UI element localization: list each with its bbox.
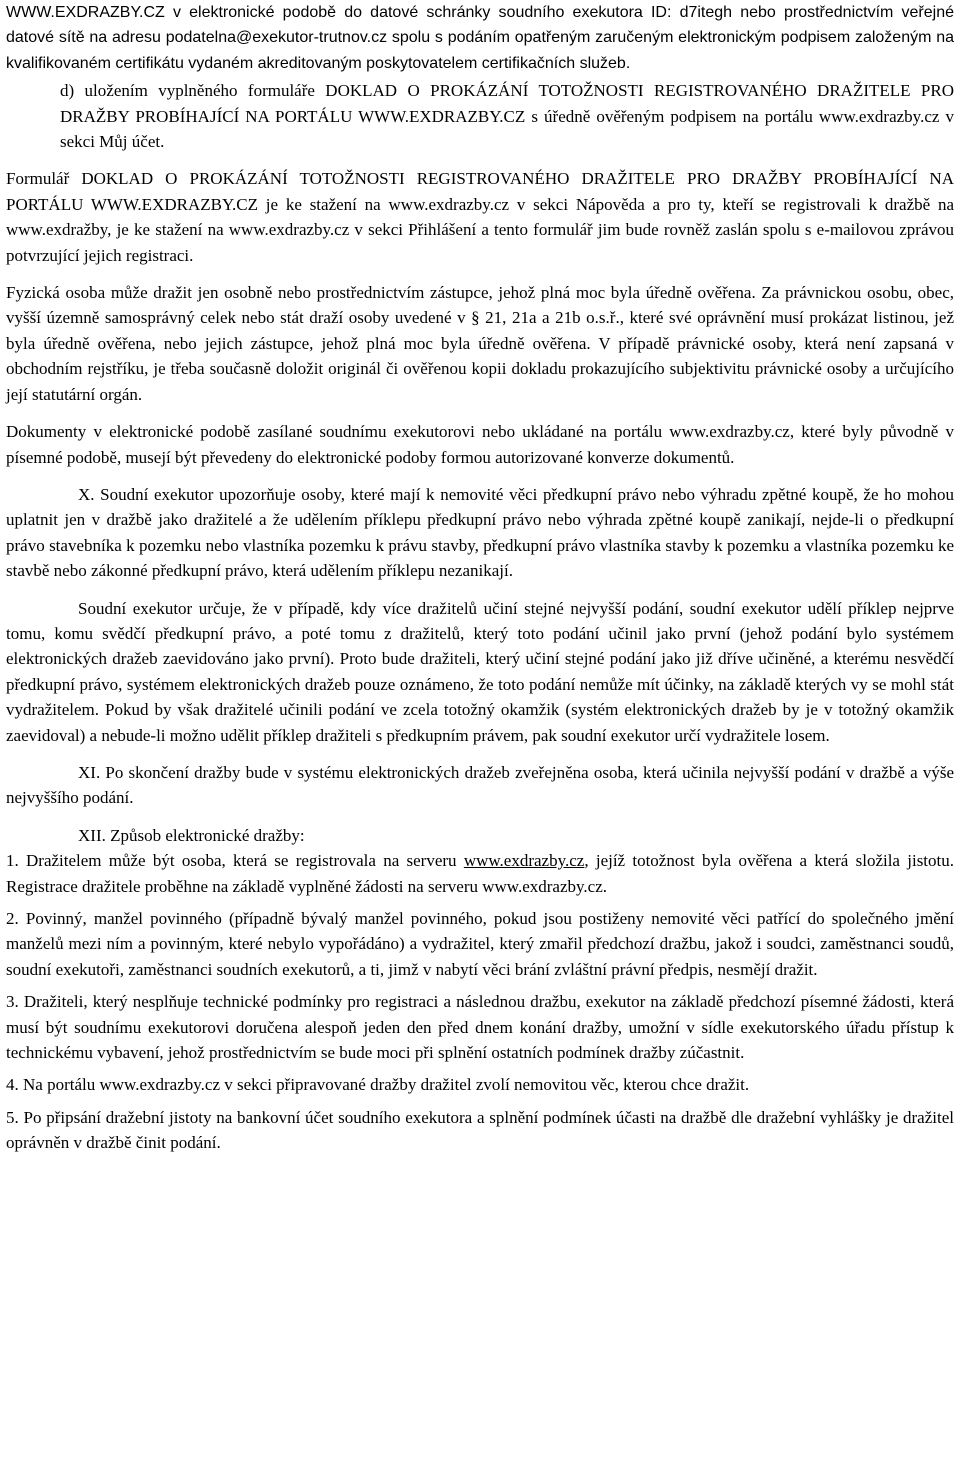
list-item-1-text-start: 1. Dražitelem může být osoba, která se registrovala na serveru [6,851,464,871]
exdrazby-link[interactable]: www.exdrazby.cz [463,851,585,871]
fyzicka-osoba-paragraph: Fyzická osoba může dražit jen osobně nebo prostřednictvím zástupce, jehož plná moc byla úředně ověřena. Za právnickou osobu, obec, vyšší územně samosprávný celek nebo stát draží osoby uvedené v § 21, 21a a 21b o.s.ř., které své oprávnění musí prokázat listinou, jež byla úředně ověřena, nebo jejich zástupce, jehož plná moc byla úředně ověřena. V případě právnické osoby, která není zapsaná v obchodním rejstříku, je třeba současně doložit originál či ověřenou kopii dokladu prokazujícího subjektivitu právnické osoby a určujícího její statutární orgán. [6,283,954,404]
list-item-1-text-end: , jejíž totožnost byla ověřena a která složila jistotu. Registrace dražitele proběhne na základě vyplněné žádosti na serveru www.exdrazby.cz. [6,851,955,896]
section-x-paragraph: X. Soudní exekutor upozorňuje osoby, které mají k nemovité věci předkupní právo nebo výhradu zpětné koupě, že ho mohou uplatnit jen v dražbě jako dražitelé a že udělením příklepu předkupní právo nebo výhrada zpětné koupě zanikají, nejde-li o předkupní právo stavebníka k pozemku nebo vlastníka pozemku k právu stavby, předkupní právo vlastníka stavby k pozemku a vlastníka pozemku ke stavbě nebo zákonné předkupní právo, která udělením příklepu nezanikají. [6,484,954,581]
intro-paragraph: WWW.EXDRAZBY.CZ v elektronické podobě do datové schránky soudního exekutora ID: d7itegh nebo prostřednictvím veřejné datové sítě na adresu podatelna@exekutor-trutnov.cz spolu s podáním opatřeným zaručeným elektronickým podpisem založeným na kvalifikovaném certifikátu vydaném akreditovaným poskytovatelem certifikačních služeb. [6,4,954,72]
section-xii-heading: XII. Způsob elektronické dražby: [78,825,305,845]
list-item-3: 3. Dražiteli, který nesplňuje technické podmínky pro registraci a následnou dražbu, exekutor na základě předchozí písemné žádosti, která musí být soudnímu exekutorovi doručena alespoň jeden den před dnem konání dražby, umožní v sídle exekutorského úřadu přístup k technickému vybavení, jehož prostřednictvím se bude moci při splnění ostatních podmínek dražby zúčastnit. [6,992,954,1063]
list-item-4: 4. Na portálu www.exdrazby.cz v sekci připravované dražby dražitel zvolí nemovitou věc, kterou chce dražit. [6,1075,750,1095]
dokumenty-paragraph: Dokumenty v elektronické podobě zasílané soudnímu exekutorovi nebo ukládané na portálu www.exdrazby.cz, které byly původně v písemné podobě, musejí být převedeny do elektronické podoby formou autorizované konverze dokumentů. [6,422,954,467]
list-item-5: 5. Po připsání dražební jistoty na bankovní účet soudního exekutora a splnění podmínek účasti na dražbě dle dražební vyhlášky je dražitel oprávněn v dražbě činit podání. [6,1107,954,1153]
list-item-1 [6,848,954,899]
section-x-losem-paragraph: Soudní exekutor určuje, že v případě, kdy více dražitelů učiní stejné nejvyšší podání, soudní exekutor udělí příklep nejprve tomu, komu svědčí předkupní právo, a poté tomu z dražitelů, který toto podání učinil jako první (jehož podání bylo systémem elektronických dražeb zaevidováno jako první). Proto bude dražiteli, který učiní stejné podání jako již dříve učiněné, a kterému nesvědčí předkupní právo, systémem elektronických dražeb pouze oznámeno, že toto podání nemůže mít účinky, na základě kterých vy se mohl stát vydražitelem. Pokud by však dražitelé učinili podání ve zcela totožný okamžik (systém elektronických dražeb by je v totožný okamžik zaevidoval) a nebude-li možno udělit příklep dražiteli s předkupním právem, pak soudní exekutor určí vydražitele losem. [6,598,954,745]
item-d-paragraph: d) uložením vyplněného formuláře DOKLAD O PROKÁZÁNÍ TOTOŽNOSTI REGISTROVANÉHO DRAŽITELE PRO DRAŽBY PROBÍHAJÍCÍ NA PORTÁLU WWW.EXDRAZBY.CZ s úředně ověřeným podpisem na portálu www.exdrazby.cz v sekci Můj účet. [60,81,954,152]
list-item-2: 2. Povinný, manžel povinného (případně bývalý manžel povinného, pokud jsou postiženy nemovité věci patřící do společného jmění manželů mezi ním a povinným, které nebylo vypořádáno) a vydražitel, který zmařil předchozí dražbu, jakož i soudci, zaměstnanci soudů, soudní exekutoři, zaměstnanci soudních exekutorů, a ti, jimž v nabytí věci brání zvláštní právní předpis, nesmějí dražit. [6,909,954,979]
section-xi-paragraph: XI. Po skončení dražby bude v systému elektronických dražeb zveřejněna osoba, která učinila nejvyšší podání v dražbě a výše nejvyššího podání. [6,762,954,808]
formular-paragraph: Formulář DOKLAD O PROKÁZÁNÍ TOTOŽNOSTI REGISTROVANÉHO DRAŽITELE PRO DRAŽBY PROBÍHAJÍCÍ NA PORTÁLU WWW.EXDRAZBY.CZ je ke stažení na www.exdrazby.cz v sekci Nápověda a pro ty, kteří se registrovali k dražbě na www.exdražby, je ke stažení na www.exdrazby.cz v sekci Přihlášení a tento formulář jim bude rovněž zaslán spolu s e-mailovou zprávou potvrzující jejich registraci. [6,169,954,265]
